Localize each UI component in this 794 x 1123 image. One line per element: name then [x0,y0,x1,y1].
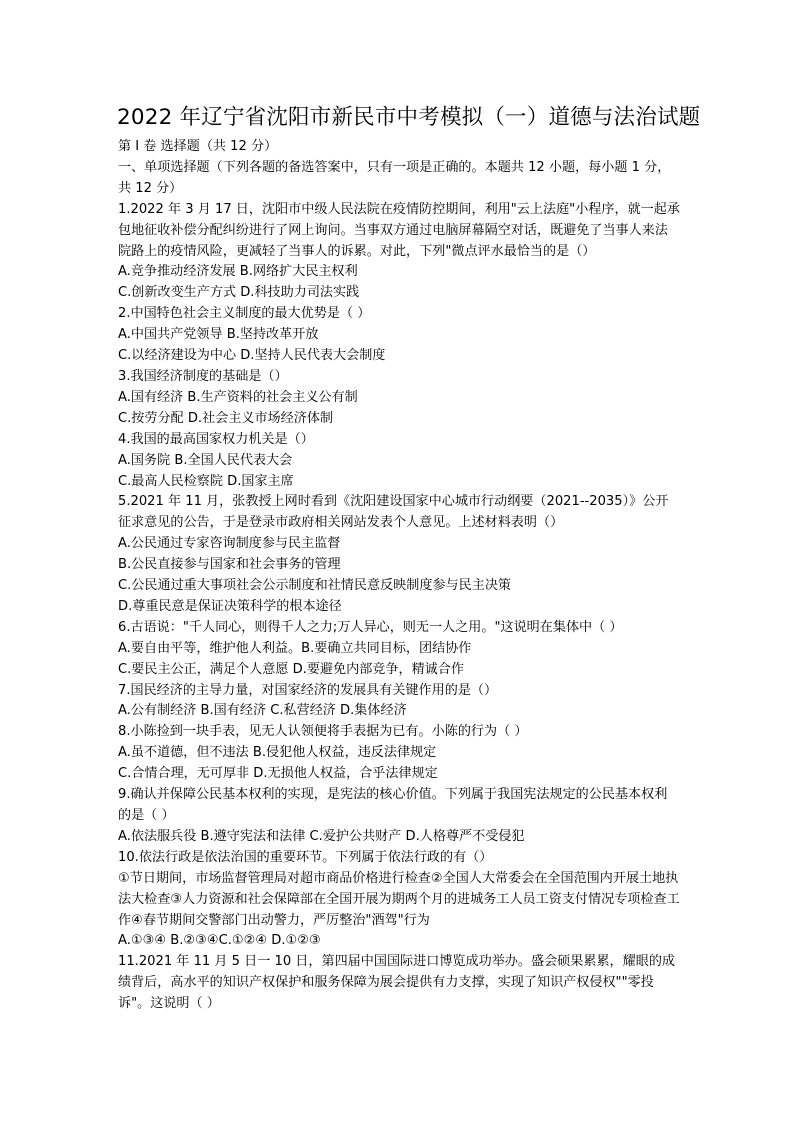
question-stem: 10.依法行政是依法治国的重要环节。下列属于依法行政的有（） [118,849,493,865]
question-option: A.国务院 B.全国人民代表大会 [118,452,293,468]
question-stem: 4.我国的最高国家权力机关是（） [118,431,314,447]
question-stem: 5.2021 年 11 月，张教授上网时看到《沈阳建设国家中心城市行动纲要（2021--2035）》公开征求意见的公告，于是登录市政府相关网站发表个人意见。上述材料表明（） [118,494,669,531]
question-option: C.以经济建设为中心 D.坚持人民代表大会制度 [118,348,386,364]
section-heading: 第 I 卷 选择题（共 12 分） [118,139,278,154]
question-stem: 7.国民经济的主导力量，对国家经济的发展具有关键作用的是（） [118,682,498,698]
question-option: A.虽不道德，但不违法 B.侵犯他人权益，违反法律规定 [118,745,437,761]
question-option: C.创新改变生产方式 D.科技助力司法实践 [118,285,360,301]
question-stem: 1.2022 年 3 月 17 日，沈阳市中级人民法院在疫情防控期间，利用"云上法庭"小程序，就一起承包地征收补偿分配纠纷进行了网上询问。当事双方通过电脑屏幕隔空对话，既避免了当事人来法院路上的疫情风险，更减轻了当事人的诉累。对此，下列"微点评水最恰当的是（） [118,201,680,259]
question-stem: 9.确认并保障公民基本权利的实现，是宪法的核心价值。下列属于我国宪法规定的公民基本权利的是（ ） [118,787,668,823]
question-option: A.公民通过专家咨询制度参与民主监督 [118,536,341,552]
question-stem: 11.2021 年 11 月 5 日一 10 日，第四届中国国际进口博览成功举办。盛会硕果累累，耀眼的成绩背后，高水平的知识产权保护和服务保障为展会提供有力支撑，实现了知识产权侵权""零投诉"。这说明（ ） [118,954,676,1012]
instructions: 一、单项选择题（下列各题的备选答案中，只有一项是正确的。本题共 12 小题，每小题 1 分，共 12 分） [118,159,671,196]
question-option: B.公民直接参与国家和社会事务的管理 [118,557,341,573]
question-stem: 3.我国经济制度的基础是（） [118,368,288,384]
exam-content [118,137,680,1015]
question-option: A.依法服兵役 B.遵守宪法和法律 C.爱护公共财产 D.人格尊严不受侵犯 [118,828,525,844]
question-material: ①节日期间，市场监督管理局对超市商品价格进行检查②全国人大常委会在全国范围内开展土地执法大检查③人力资源和社会保障部在全国开展为期两个月的进城务工人员工资支付情况专项检查工作④春节期间交警部门出动警力，严厉整治"酒驾"行为 [118,870,680,928]
question-option: C.合情合理，无可厚非 D.无损他人权益，合乎法律规定 [118,766,438,782]
question-option: C.公民通过重大事项社会公示制度和社情民意反映制度参与民主决策 [118,578,512,594]
question-option: C.最高人民检察院 D.国家主席 [118,473,294,489]
question-option: D.尊重民意是保证决策科学的根本途径 [118,598,342,614]
page-title: 2022 年辽宁省沈阳市新民市中考模拟（一）道德与法治试题 [117,105,701,130]
question-option: A.国有经济 B.生产资料的社会主义公有制 [118,389,358,405]
question-option: C.要民主公正，满足个人意愿 D.要避免内部竞争，精诚合作 [118,661,464,677]
question-option: A.公有制经济 B.国有经济 C.私营经济 D.集体经济 [118,703,407,719]
question-option: A.①③④ B.②③④C.①②④ D.①②③ [118,933,321,949]
question-stem: 6.古语说："千人同心，则得千人之力;万人异心，则无一人之用。"这说明在集体中（ ） [118,619,623,635]
question-option: C.按劳分配 D.社会主义市场经济体制 [118,410,334,426]
question-option: A.要自由平等，维护他人利益。B.要确立共同目标，团结协作 [118,640,472,656]
question-option: A.中国共产党领导 B.坚持改革开放 [118,327,319,343]
question-option: A.竞争推动经济发展 B.网络扩大民主权利 [118,264,358,280]
question-stem: 8.小陈捡到一块手表，见无人认领便将手表据为已有。小陈的行为（ ） [118,724,528,740]
question-stem: 2.中国特色社会主义制度的最大优势是（ ） [118,306,371,322]
